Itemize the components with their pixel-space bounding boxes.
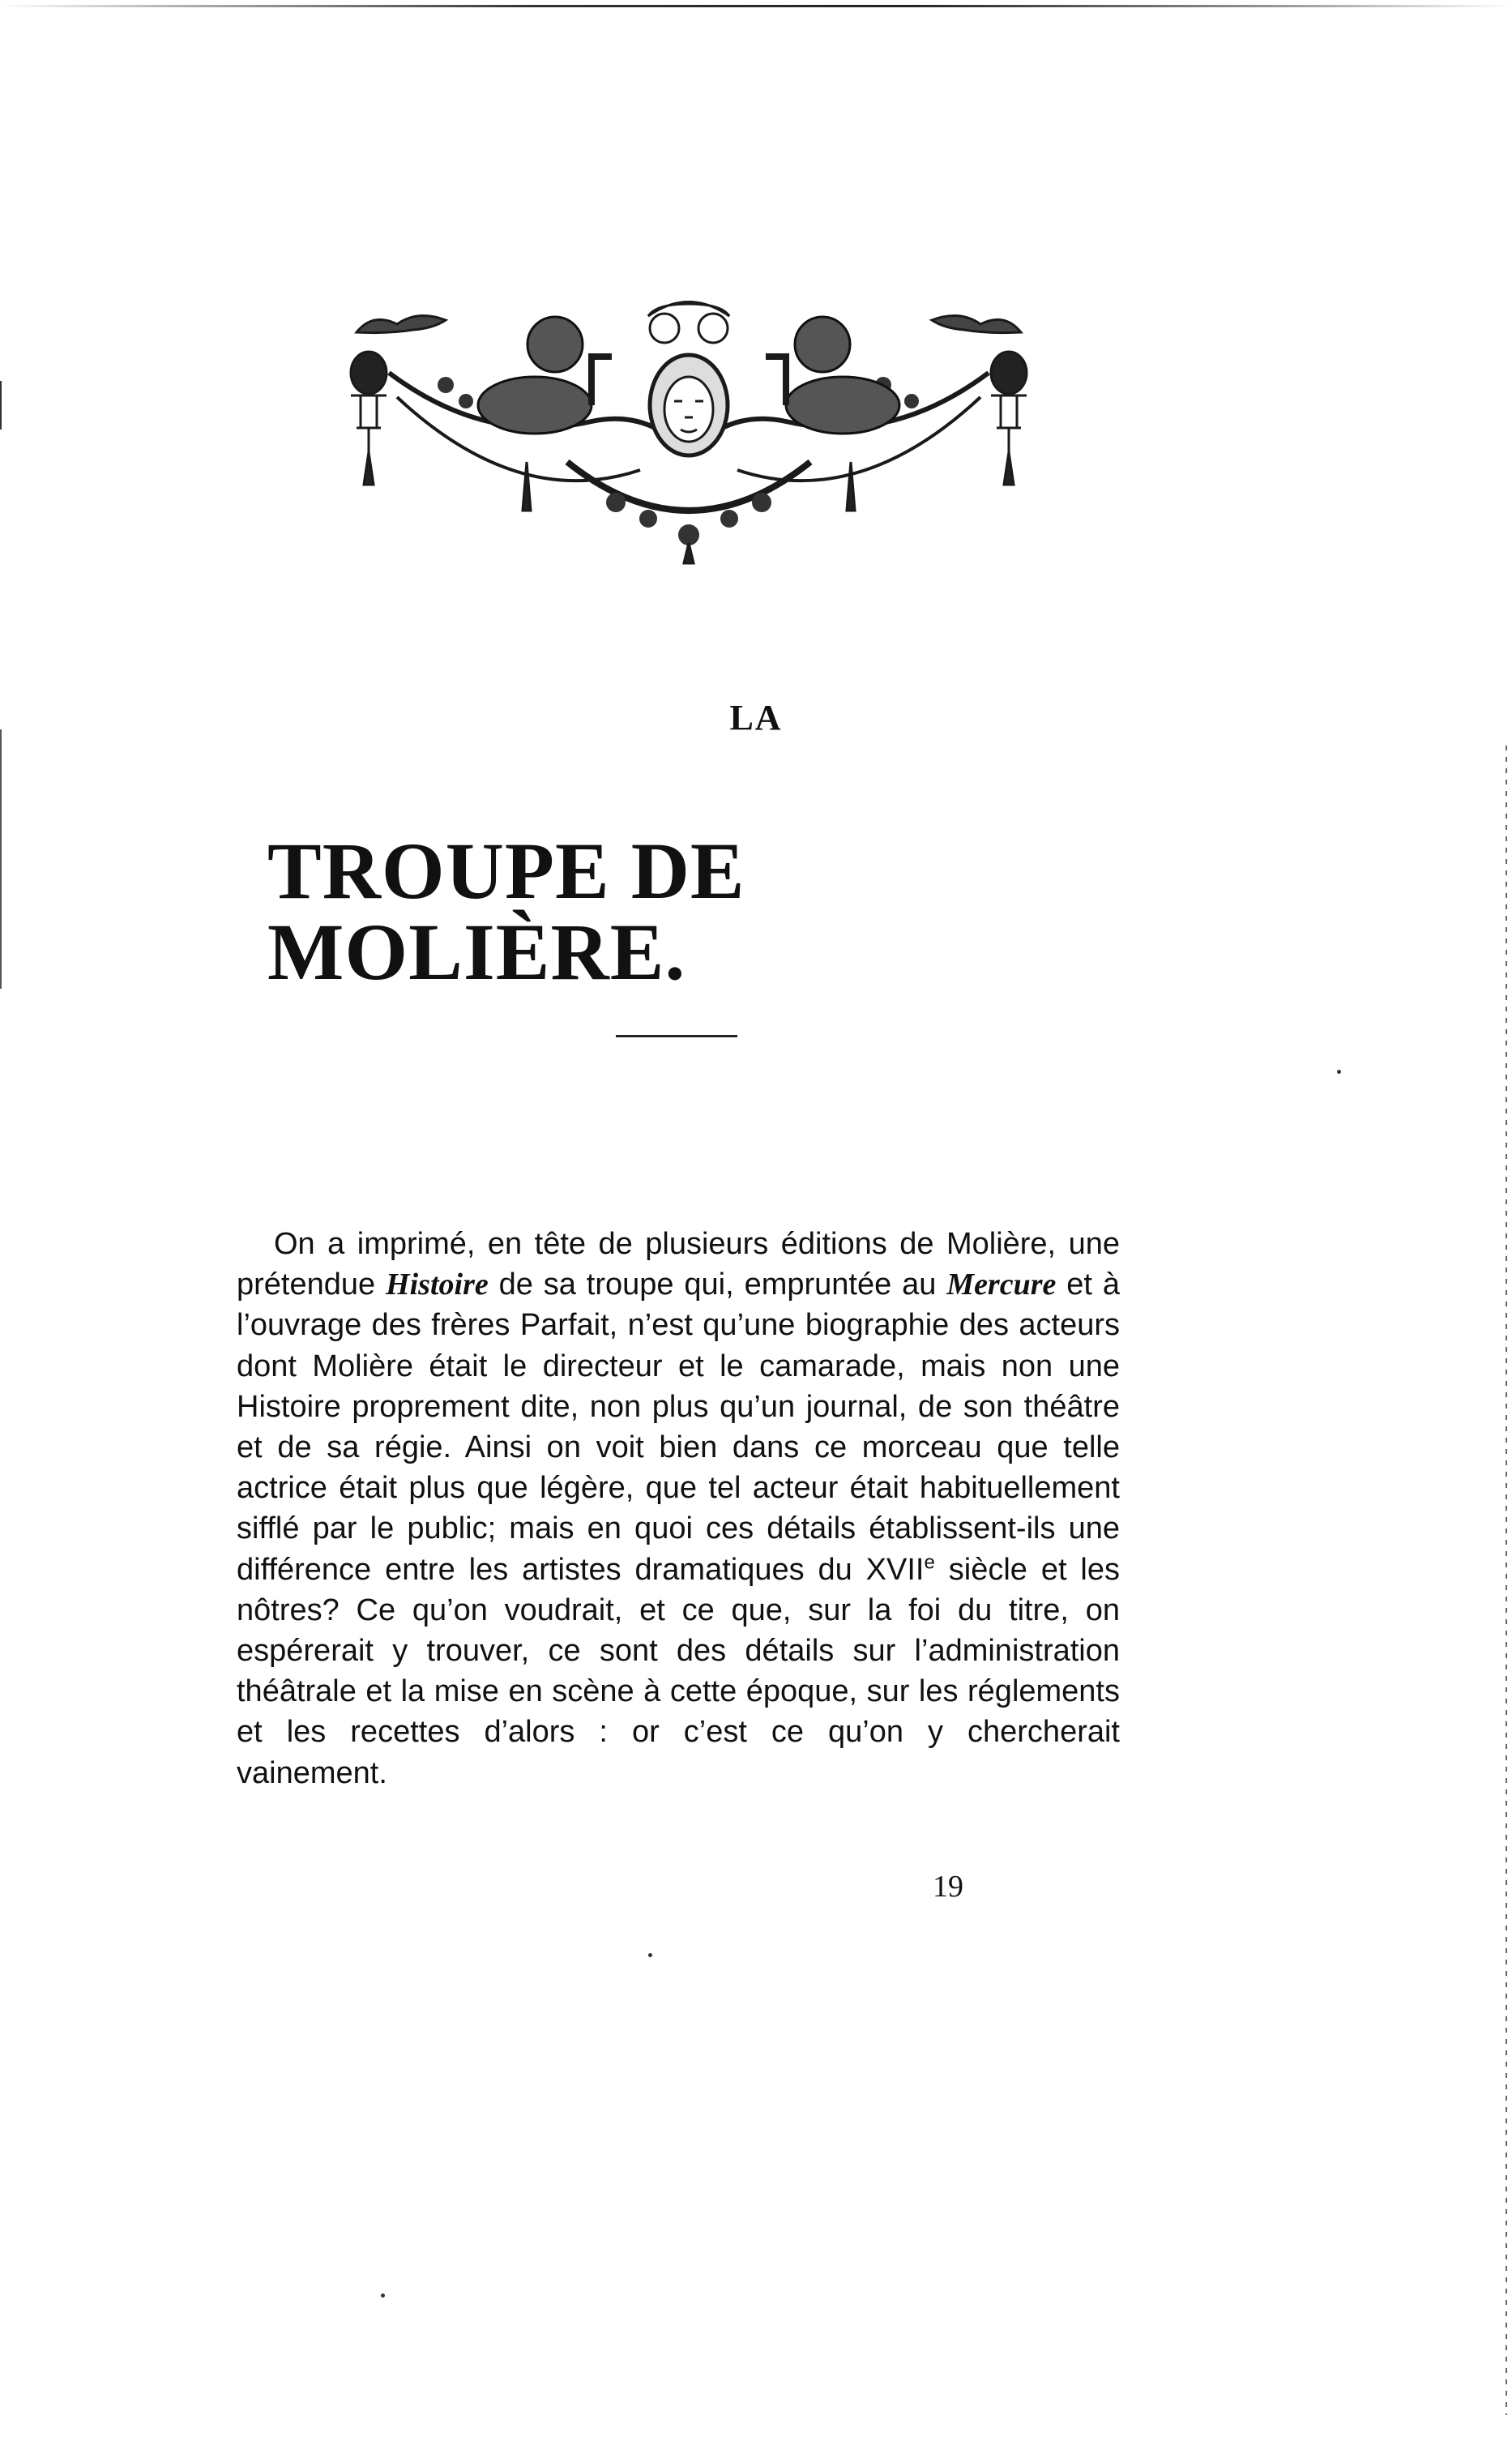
superscript: e [924, 1550, 935, 1573]
body-paragraph [237, 1224, 1120, 1793]
paragraph-text: de sa troupe qui, empruntée au [488, 1268, 947, 1302]
title-article: LA [729, 698, 783, 737]
baroque-cherub-headpiece-icon [324, 300, 1053, 567]
scan-speck [381, 2294, 385, 2298]
paragraph-text: siècle et les nôtres? Ce qu’on voudrait, et ce que, sur la foi du titre, on espérerait y trouver, ce sont des détails sur l’administration théâtrale et la mise en scène à cette époque, sur les réglements et les recettes d’alors : or c’est ce qu’on y chercherait vainement. [237, 1552, 1120, 1790]
page-title: TROUPE DE MOLIÈRE. [267, 826, 745, 997]
scan-margin-mark [0, 381, 2, 430]
divider-rule [616, 1035, 737, 1037]
scan-top-edge [0, 5, 1512, 7]
emphasis-title: Mercure [946, 1268, 1057, 1302]
paragraph-text: On a imprimé, en tête de plusieurs éditions de Molière, une prétendue [237, 1227, 1120, 1302]
scan-margin-mark [1506, 746, 1507, 2415]
signature-number: 19 [933, 1870, 963, 1904]
scan-margin-mark [0, 729, 2, 989]
emphasis-title: Histoire [386, 1268, 489, 1302]
scan-speck [1337, 1070, 1341, 1074]
scan-speck [648, 1953, 652, 1957]
paragraph-text: et à l’ouvrage des frères Parfait, n’est qu’une biographie des acteurs dont Molière était le directeur et le camarade, mais non une Histoire proprement dite, non plus qu’un journal, de son théâtre et de sa régie. Ainsi on voit bien dans ce morceau que telle actrice était plus que légère, que tel acteur était habituellement sifflé par le public; mais en quoi ces détails établissent-ils une différence entre les artistes dramatiques du XVII [237, 1268, 1120, 1587]
